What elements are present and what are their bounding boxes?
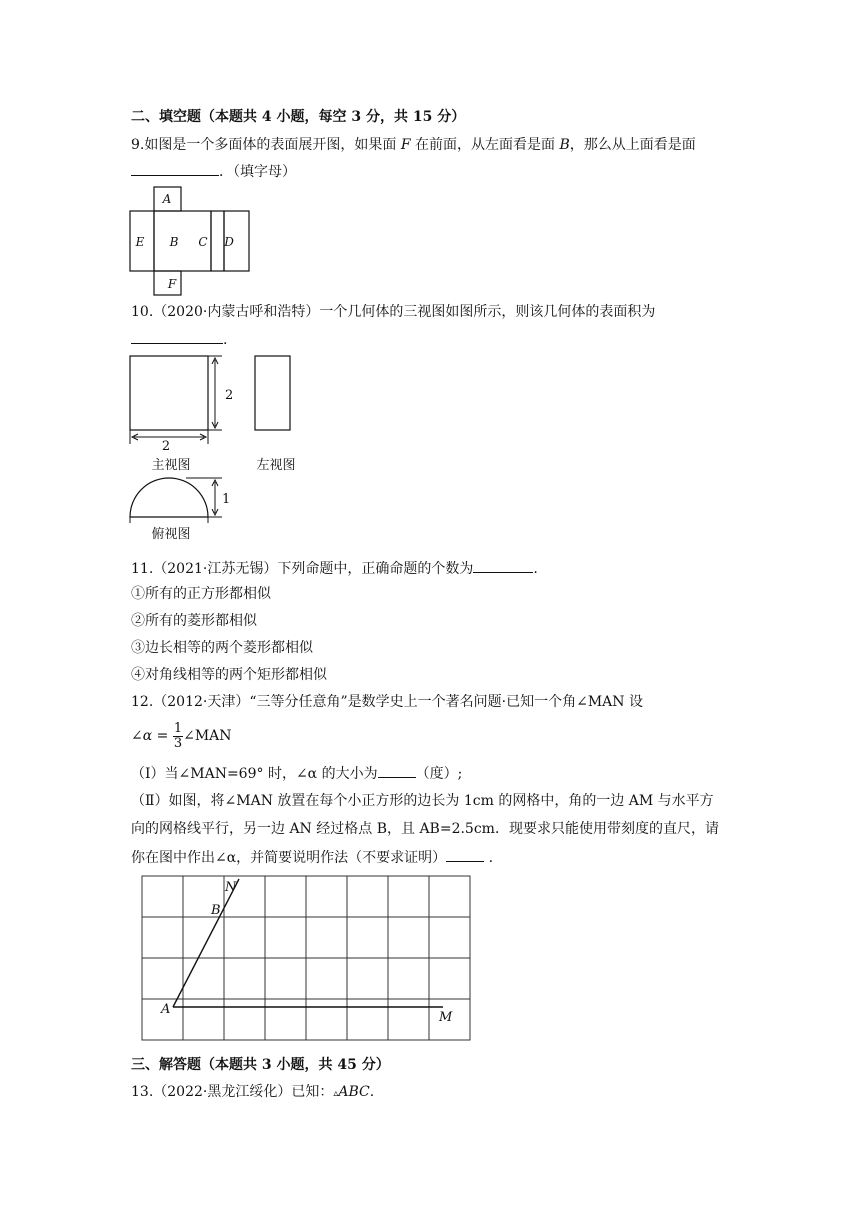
q12-formula-rhs: ∠MAN [183,728,232,744]
q9-face-left: B [559,137,570,153]
net-label-f: F [167,277,177,291]
q9-text-c: ，那么从上面看是面 [569,137,696,153]
q9-hint: ．（填字母） [219,164,296,180]
q13-triangle-name: ABC [338,1084,370,1100]
width-dimension-label: 2 [161,439,171,454]
q12-part1 [131,763,462,784]
top-view-caption: 俯视图 [151,527,191,542]
q11-option-1: ①所有的正方形都相似 [131,586,271,602]
q12-part1-blank[interactable] [378,763,416,778]
q12-part2-end: . [484,850,494,866]
q12-formula [131,720,232,752]
section-3-heading: 三、解答题（本题共 3 小题，共 45 分） [131,1057,390,1073]
question-12-text: 12.（2012·天津）“三等分任意角”是数学史上一个著名问题·已知一个角∠MAN 设 [131,694,643,710]
front-view-square [130,356,208,430]
question-11-text [131,558,538,579]
q12-frac-num: 1 [173,720,183,736]
q9-text-a: 9.如图是一个多面体的表面展开图，如果面 [131,137,401,153]
q11-option-4: ④对角线相等的两个矩形都相似 [131,667,327,683]
q12-part2-line2: 向的网格线平行，另一边 AN 经过格点 B，且 AB=2.5cm．现要求只能使用带刻度的直尺，请 [131,821,719,837]
point-label-m: M [439,1010,453,1025]
q12-part2-line1: （Ⅱ）如图，将∠MAN 放置在每个小正方形的边长为 1cm 的网格中，角的一边 AM 与水平方 [131,793,714,809]
q12-fraction [173,722,183,751]
q10-three-views-figure [126,352,316,547]
question-10-answer-line [131,329,227,350]
question-13-text [131,1082,374,1104]
q11-end: . [533,561,538,577]
q9-net-figure [129,186,251,296]
question-10-text: 10.（2020·内蒙古呼和浩特）一个几何体的三视图如图所示，则该几何体的表面积为 [131,304,656,320]
q12-part1-unit: （度）; [415,766,463,782]
q11-text: 11.（2021·江苏无锡）下列命题中，正确命题的个数为 [131,561,474,577]
q12-grid-figure [141,875,472,1042]
net-label-a: A [162,192,172,206]
top-view-semicircle [130,478,208,517]
q12-frac-den: 3 [173,735,183,751]
q13-end: . [369,1084,375,1100]
net-face-c [211,211,224,271]
q9-face-front: F [400,137,411,153]
q11-option-3: ③边长相等的两个菱形都相似 [131,640,313,656]
q12-part2-text: 你在图中作出∠α，并简要说明作法（不要求证明） [131,850,447,866]
q10-answer-blank[interactable] [131,329,223,344]
point-label-b: B [211,903,221,918]
q12-part1-text: （Ⅰ）当∠MAN=69° 时，∠α 的大小为 [131,766,378,782]
top-dimension-label: 1 [222,492,231,507]
net-label-d: D [224,235,234,249]
q11-option-2: ②所有的菱形都相似 [131,613,257,629]
net-label-e: E [135,235,145,249]
q12-part2-blank[interactable] [446,847,484,862]
question-9-answer-line [131,161,296,182]
q13-text: 13.（2022·黑龙江绥化）已知： [131,1084,334,1100]
q12-formula-lhs: ∠α = [131,728,169,744]
q11-answer-blank[interactable] [473,558,533,573]
left-view-caption: 左视图 [256,458,296,473]
left-view-rectangle [255,356,290,430]
point-label-n: N [225,880,237,895]
net-label-b: B [169,235,179,249]
section-2-heading: 二、填空题（本题共 4 小题，每空 3 分，共 15 分） [131,109,466,125]
q10-end: . [223,332,228,348]
net-label-c: C [198,235,208,249]
question-9-text [131,135,696,155]
point-label-a: A [161,1002,171,1017]
triangle-symbol: ▵ [333,1088,339,1099]
front-view-caption: 主视图 [151,458,191,473]
q9-text-b: 在前面，从左面看是面 [410,137,560,153]
height-dimension-label: 2 [225,388,234,403]
q9-answer-blank[interactable] [131,161,219,176]
q12-part2-line3 [131,847,493,868]
